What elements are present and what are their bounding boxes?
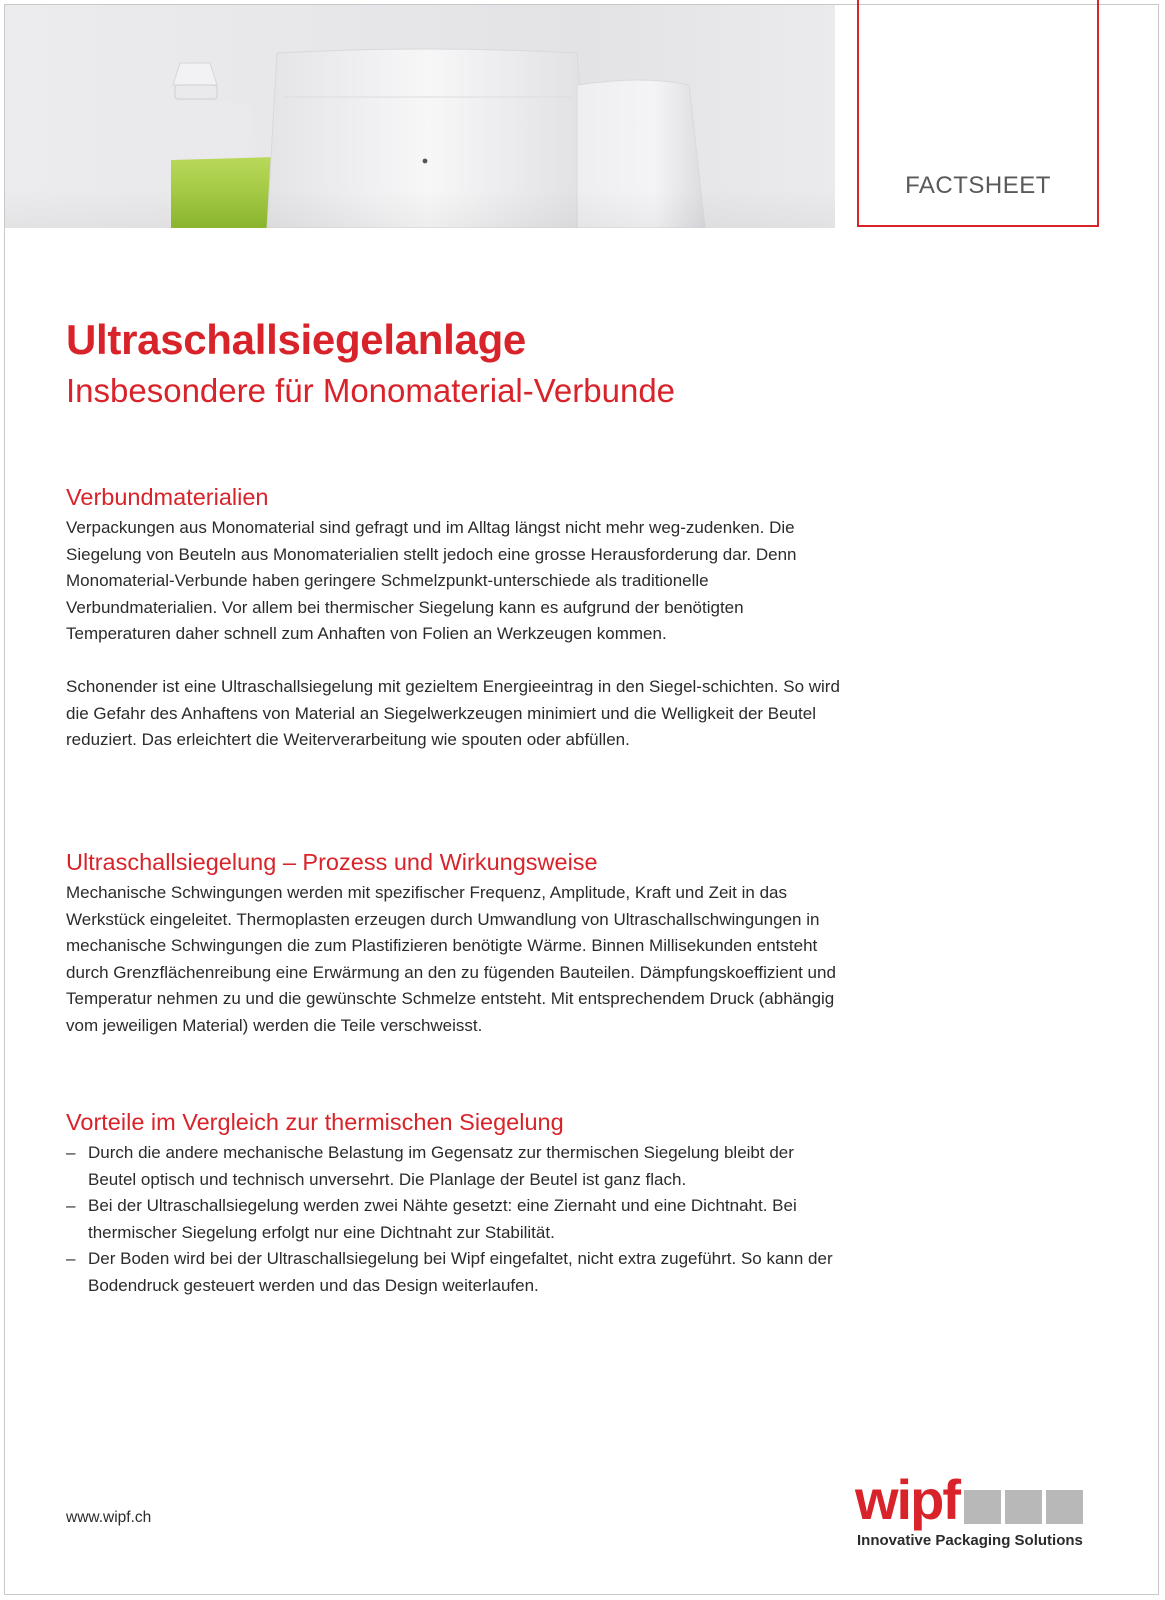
factsheet-badge bbox=[857, 0, 1099, 227]
section-heading: Vorteile im Vergleich zur thermischen Siegelung bbox=[66, 1109, 564, 1135]
section-heading: Verbundmaterialien bbox=[66, 484, 269, 510]
section-vorteile bbox=[66, 1109, 841, 1299]
bullet-dash: – bbox=[66, 1249, 76, 1268]
section-verbundmaterialien bbox=[66, 484, 841, 754]
bullet-dash: – bbox=[66, 1143, 76, 1162]
list-item bbox=[66, 1246, 841, 1299]
factsheet-label: FACTSHEET bbox=[905, 172, 1051, 199]
list-item bbox=[66, 1193, 841, 1246]
section-heading: Ultraschallsiegelung – Prozess und Wirkungsweise bbox=[66, 849, 598, 875]
advantages-list bbox=[66, 1140, 841, 1299]
paragraph: Mechanische Schwingungen werden mit spezifischer Frequenz, Amplitude, Kraft und Zeit in das Werkstück eingeleitet. Thermoplasten erzeugen durch Umwandlung von Ultraschallschwingungen in mechanische Schwingungen die zum Plastifizieren benötigte Wärme. Binnen Millisekunden entsteht durch Grenzflächenreibung eine Erwärmung an den zu fügenden Bauteilen. Dämpfungskoeffizient und Temperatur nehmen zu und die gewünschte Schmelze entsteht. Mit entsprechendem Druck (abhängig vom jeweiligen Material) werden die Teile verschweisst. bbox=[66, 883, 836, 1035]
paragraph: Schonender ist eine Ultraschallsiegelung mit gezieltem Energieeintrag in den Siegel-schichten. So wird die Gefahr des Anhaftens von Material an Siegelwerkzeugen minimiert und die Welligkeit der Beutel reduziert. Das erleichtert die Weiterverarbeitung wie spouten oder abfüllen. bbox=[66, 677, 840, 749]
list-item bbox=[66, 1140, 841, 1193]
wipf-logo bbox=[855, 1468, 1101, 1552]
list-item-text: Bei der Ultraschallsiegelung werden zwei Nähte gesetzt: eine Ziernaht und eine Dichtnaht. Bei thermischer Siegelung erfolgt nur eine Dichtnaht zur Stabilität. bbox=[88, 1196, 797, 1242]
logo-squares bbox=[964, 1490, 1083, 1524]
paragraph: Verpackungen aus Monomaterial sind gefragt und im Alltag längst nicht mehr weg-zudenken. Die Siegelung von Beuteln aus Monomaterialien stellt jedoch eine grosse Herausforderung dar. Denn Monomaterial-Verbunde haben geringere Schmelzpunkt-unterschiede als traditionelle Verbundmaterialien. Vor allem bei thermischer Siegelung kann es aufgrund der benötigten Temperaturen daher schnell zum Anhaften von Folien an Werkzeugen kommen. bbox=[66, 518, 797, 643]
bullet-dash: – bbox=[66, 1196, 76, 1215]
logo-tagline: Innovative Packaging Solutions bbox=[857, 1532, 1083, 1549]
website-link[interactable]: www.wipf.ch bbox=[66, 1509, 152, 1526]
list-item-text: Der Boden wird bei der Ultraschallsiegelung bei Wipf eingefaltet, nicht extra zugeführt. So kann der Bodendruck gesteuert werden und das Design weiterlaufen. bbox=[88, 1249, 833, 1295]
page-border bbox=[4, 4, 1159, 1595]
page-subtitle: Insbesondere für Monomaterial-Verbunde bbox=[66, 372, 676, 409]
list-item-text: Durch die andere mechanische Belastung im Gegensatz zur thermischen Siegelung bleibt der Beutel optisch und technisch unversehrt. Die Planlage der Beutel ist ganz flach. bbox=[88, 1143, 794, 1189]
logo-wordmark: wipf bbox=[855, 1468, 959, 1531]
page-title: Ultraschallsiegelanlage bbox=[66, 316, 526, 363]
hero-product-image bbox=[5, 5, 835, 228]
section-prozess bbox=[66, 849, 841, 1039]
